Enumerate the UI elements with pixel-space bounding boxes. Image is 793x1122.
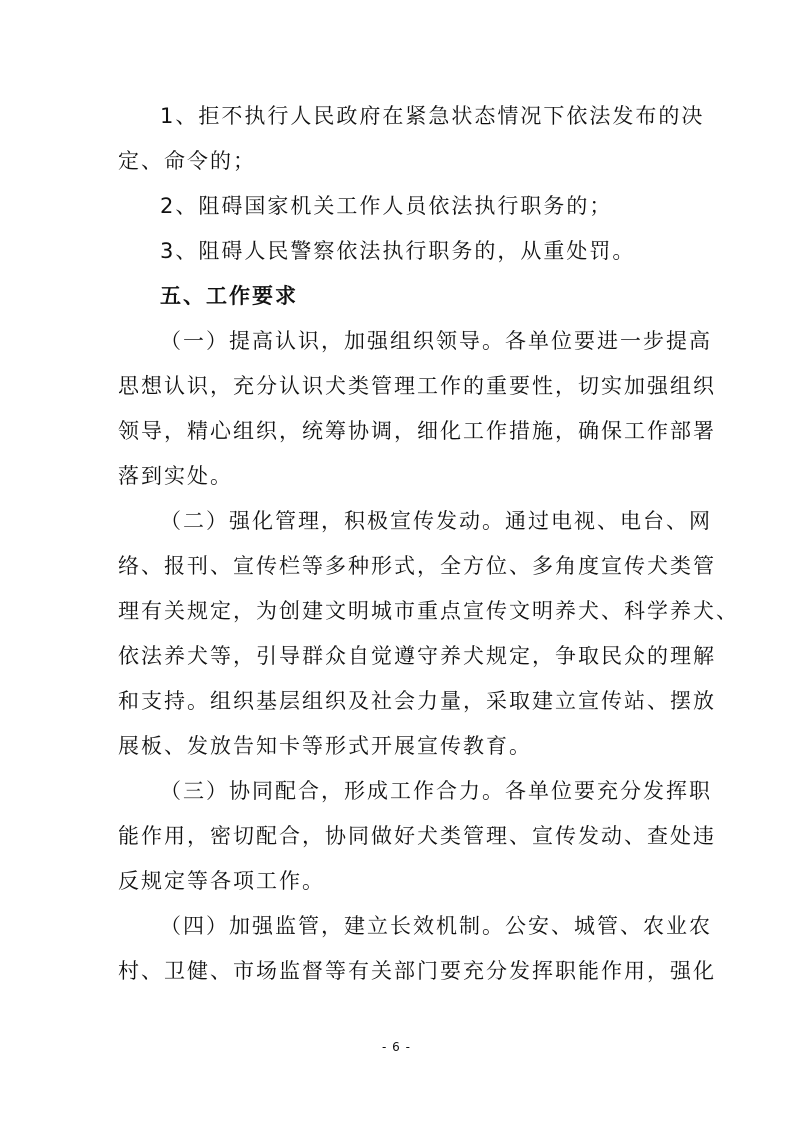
paragraph-line: 村、卫健、市场监督等有关部门要充分发挥职能作用，强化 (118, 959, 716, 983)
paragraph-line: 1、拒不执行人民政府在紧急状态情况下依法发布的决 (160, 104, 705, 128)
document-body (118, 94, 739, 994)
paragraph-line: （四）加强监管，建立长效机制。公安、城管、农业农 (160, 914, 712, 938)
page-number: - 6 - (382, 1040, 411, 1054)
paragraph-line: 和支持。组织基层组织及社会力量，采取建立宣传站、摆放 (118, 689, 716, 713)
paragraph-line: 依法养犬等，引导群众自觉遵守养犬规定，争取民众的理解 (118, 644, 716, 668)
paragraph-line: 落到实处。 (118, 464, 233, 488)
paragraph-line: 定、命令的； (118, 149, 256, 173)
paragraph-line: 络、报刊、宣传栏等多种形式，全方位、多角度宣传犬类管 (118, 554, 716, 578)
paragraph-line: 理有关规定，为创建文明城市重点宣传文明养犬、科学养犬、 (118, 599, 739, 623)
paragraph-line: 能作用，密切配合，协同做好犬类管理、宣传发动、查处违 (118, 824, 716, 848)
section-heading: 五、工作要求 (160, 284, 298, 308)
paragraph-line: 思想认识，充分认识犬类管理工作的重要性，切实加强组织 (118, 374, 716, 398)
paragraph-line: 领导，精心组织，统筹协调，细化工作措施，确保工作部署 (118, 419, 716, 443)
paragraph-line: 3、阻碍人民警察依法执行职务的，从重处罚。 (160, 239, 636, 263)
paragraph-line: （二）强化管理，积极宣传发动。通过电视、电台、网 (160, 509, 712, 533)
paragraph-line: 反规定等各项工作。 (118, 869, 325, 893)
paragraph-line: 展板、发放告知卡等形式开展宣传教育。 (118, 734, 532, 758)
paragraph-line: （三）协同配合，形成工作合力。各单位要充分发挥职 (160, 779, 712, 803)
paragraph-line: 2、阻碍国家机关工作人员依法执行职务的； (160, 194, 613, 218)
paragraph-line: （一）提高认识，加强组织领导。各单位要进一步提高 (160, 329, 712, 353)
